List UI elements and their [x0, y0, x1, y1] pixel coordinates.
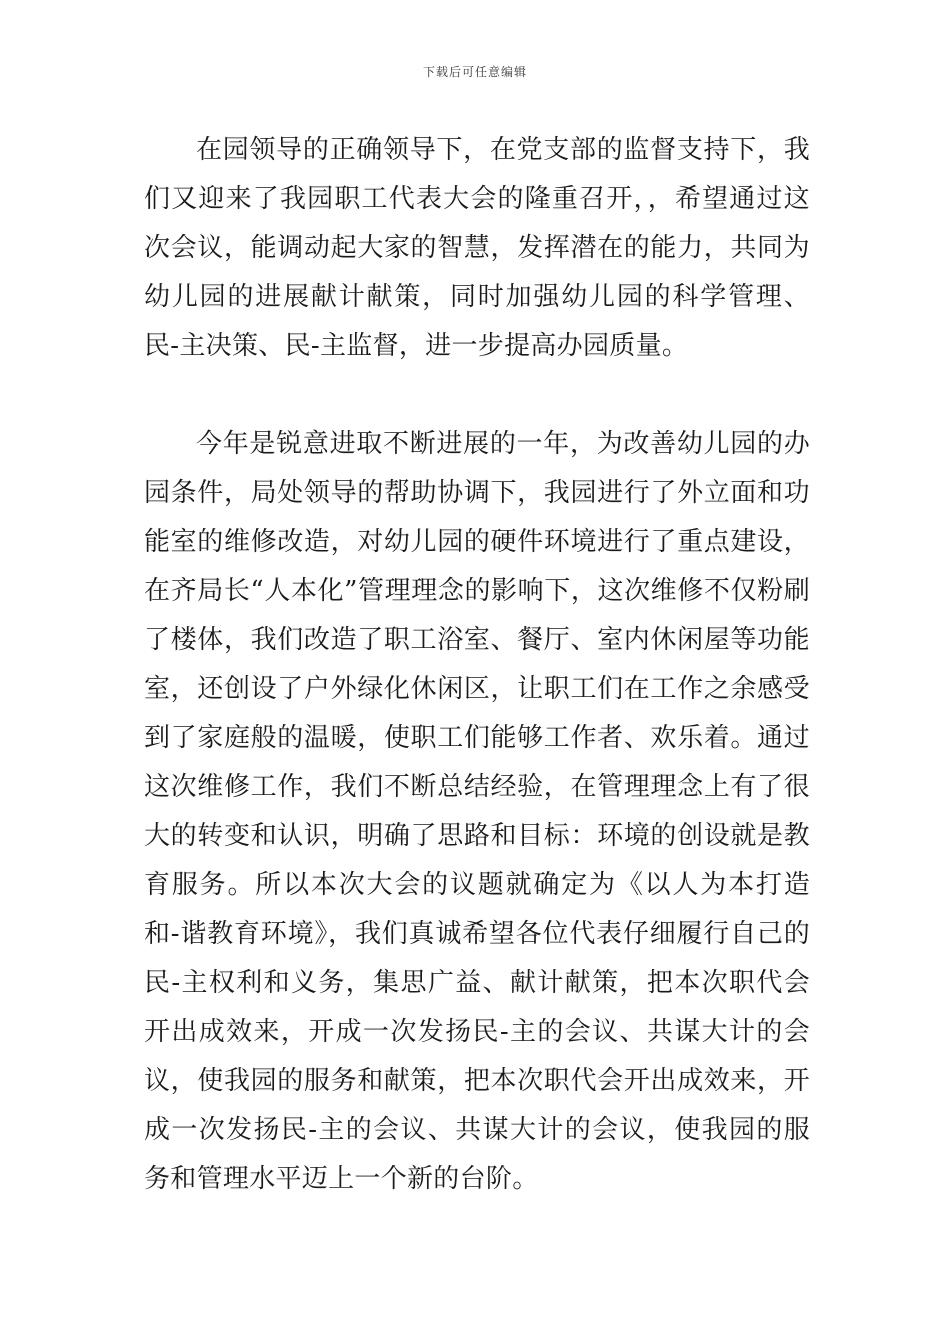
page-header: 下载后可任意编辑	[422, 65, 527, 79]
body-paragraph-1: 在园领导的正确领导下，在党支部的监督支持下，我们又迎来了我园职工代表大会的隆重召开，，希望通过这次会议，能调动起大家的智慧，发挥潜在的能力，共同为幼儿园的进展献计献策，同时加强幼儿园的科学管理、民-主决策、民-主监督，进一步提高办园质量。	[144, 135, 810, 361]
body-paragraph-2: 今年是锐意进取不断进展的一年，为改善幼儿园的办园条件，局处领导的帮助协调下，我园进行了外立面和功能室的维修改造，对幼儿园的硬件环境进行了重点建设，在齐局长“人本化”管理理念的影响下，这次维修不仅粉刷了楼体，我们改造了职工浴室、餐厅、室内休闲屋等功能室，还创设了户外绿化休闲区，让职工们在工作之余感受到了家庭般的温暖，使职工们能够工作者、欢乐着。通过这次维修工作，我们不断总结经验，在管理理念上有了很大的转变和认识，明确了思路和目标：环境的创设就是教育服务。所以本次大会的议题就确定为《以人为本打造和-谐教育环境》，我们真诚希望各位代表仔细履行自己的民-主权利和义务，集思广益、献计献策，把本次职代会开出成效来，开成一次发扬民-主的会议、共谋大计的会议，使我园的服务和献策，把本次职代会开出成效来，开成一次发扬民-主的会议、共谋大计的会议，使我园的服务和管理水平迈上一个新的台阶。	[144, 429, 810, 1194]
